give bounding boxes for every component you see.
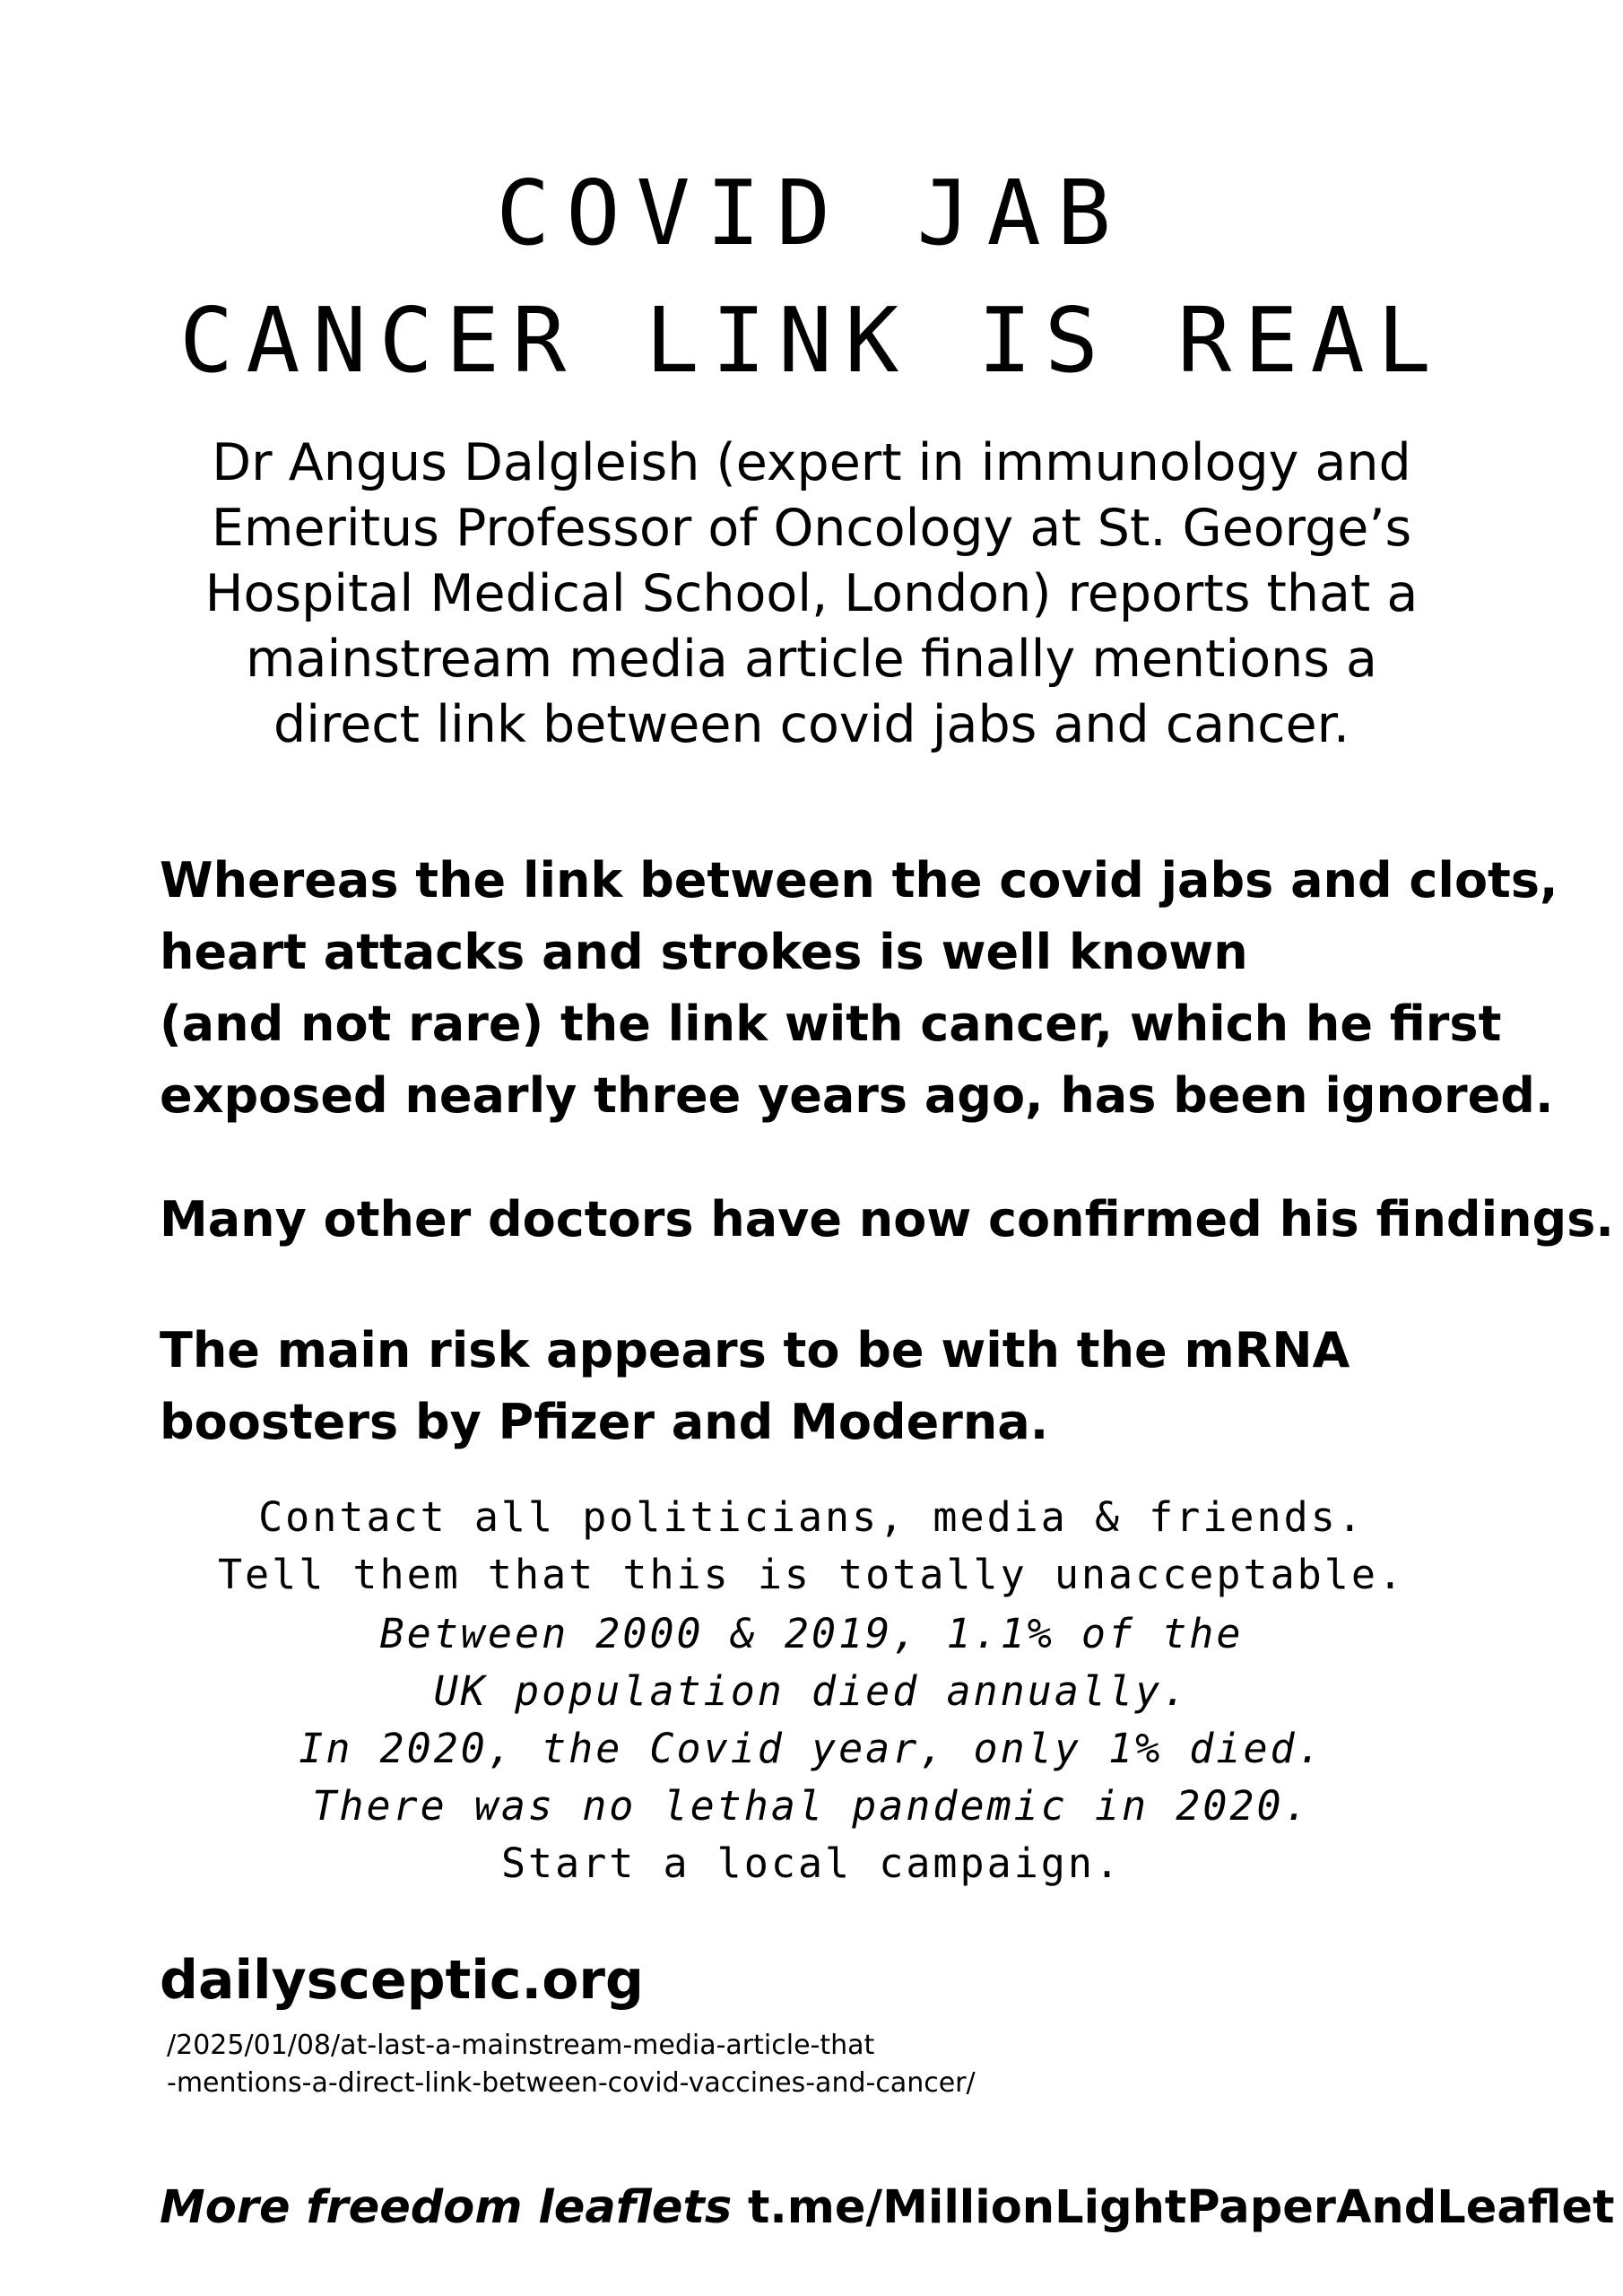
source-path[interactable]	[167, 2027, 976, 2102]
paragraph-line: (and not rare) the link with cancer, which he first	[160, 996, 1502, 1052]
statement-line: In 2020, the Covid year, only 1% died.	[299, 1725, 1324, 1772]
statement-line: UK population died annually.	[433, 1667, 1190, 1715]
footer	[160, 2181, 1615, 2234]
lead-line: Emeritus Professor of Oncology at St. George’s	[211, 499, 1412, 558]
paragraph-line: heart attacks and strokes is well known	[160, 924, 1248, 980]
lead-line: Hospital Medical School, London) reports that a	[204, 564, 1419, 623]
call-to-action	[0, 1489, 1623, 1604]
source-path-line: -mentions-a-direct-link-between-covid-vaccines-and-cancer/	[167, 2067, 976, 2099]
footer-label: More freedom leaflets	[160, 2181, 733, 2234]
paragraph-line: boosters by Pfizer and Moderna.	[160, 1394, 1049, 1450]
cta-line: Start a local campaign.	[500, 1839, 1123, 1887]
campaign-line	[0, 1835, 1623, 1892]
mortality-statement	[0, 1605, 1623, 1835]
title-line-1: COVID JAB	[496, 161, 1127, 265]
paragraph-line: Whereas the link between the covid jabs and clots,	[160, 852, 1558, 909]
statement-line: There was no lethal pandemic in 2020.	[312, 1782, 1311, 1830]
lead-line: direct link between covid jabs and cancer.	[273, 695, 1350, 754]
paragraph-doctors	[160, 1184, 1614, 1256]
paragraph-line: Many other doctors have now confirmed his findings.	[160, 1191, 1614, 1248]
title-line-2: CANCER LINK IS REAL	[179, 288, 1444, 393]
source-path-line: /2025/01/08/at-last-a-mainstream-media-article-that	[167, 2030, 875, 2061]
footer-link[interactable]: t.me/MillionLightPaperAndLeaflet	[747, 2181, 1615, 2234]
paragraph-line: The main risk appears to be with the mRNA	[160, 1322, 1350, 1378]
cta-line: Tell them that this is totally unacceptable.	[217, 1551, 1406, 1598]
source-domain[interactable]: dailysceptic.org	[160, 1949, 644, 2012]
lead-paragraph	[126, 430, 1497, 758]
statement-line: Between 2000 & 2019, 1.1% of the	[379, 1610, 1244, 1657]
lead-line: Dr Angus Dalgleish (expert in immunology and	[212, 433, 1411, 492]
paragraph-line: exposed nearly three years ago, has been ignored.	[160, 1067, 1554, 1124]
cta-line: Contact all politicians, media & friends.	[258, 1493, 1365, 1541]
paragraph-clots	[160, 845, 1558, 1132]
lead-line: mainstream media article finally mentions a	[246, 630, 1377, 689]
paragraph-risk	[160, 1315, 1523, 1458]
